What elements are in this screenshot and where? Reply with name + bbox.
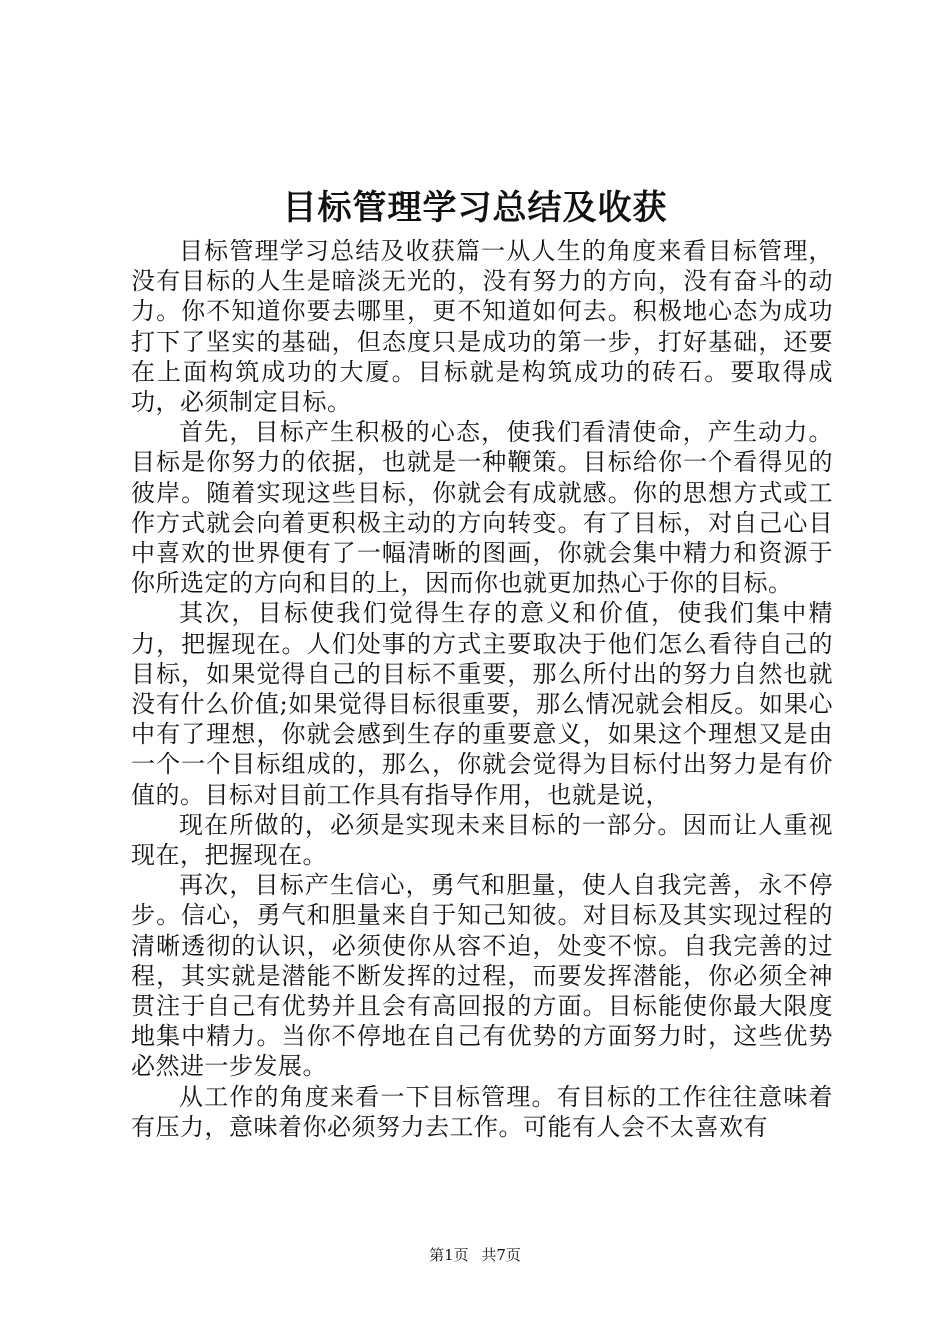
paragraph: 目标管理学习总结及收获篇一从人生的角度来看目标管理，没有目标的人生是暗淡无光的，没有努力的方向，没有奋斗的动力。你不知道你要去哪里，更不知道如何去。积极地心态为成功打下了坚实的基础，但态度只是成功的第一步，打好基础，还要在上面构筑成功的大厦。目标就是构筑成功的砖石。要取得成功，必须制定目标。 <box>131 237 833 417</box>
paragraph: 其次，目标使我们觉得生存的意义和价值，使我们集中精力，把握现在。人们处事的方式主要取决于他们怎么看待自己的目标，如果觉得自己的目标不重要，那么所付出的努力自然也就没有什么价值;如果觉得目标很重要，那么情况就会相反。如果心中有了理想，你就会感到生存的重要意义，如果这个理想又是由一个一个目标组成的，那么，你就会觉得为目标付出努力是有价值的。目标对目前工作具有指导作用，也就是说， <box>131 599 833 809</box>
page-footer <box>0 1244 950 1266</box>
paragraph: 从工作的角度来看一下目标管理。有目标的工作往往意味着有压力，意味着你必须努力去工作。可能有人会不太喜欢有 <box>131 1082 833 1141</box>
document-body <box>131 236 833 1142</box>
paragraph: 再次，目标产生信心，勇气和胆量，使人自我完善，永不停步。信心，勇气和胆量来自于知己知彼。对目标及其实现过程的清晰透彻的认识，必须使你从容不迫，处变不惊。自我完善的过程，其实就是潜能不断发挥的过程，而要发挥潜能，你必须全神贯注于自己有优势并且会有高回报的方面。目标能使你最大限度地集中精力。当你不停地在自己有优势的方面努力时，这些优势必然进一步发展。 <box>131 871 833 1081</box>
paragraph: 首先，目标产生积极的心态，使我们看清使命，产生动力。目标是你努力的依据，也就是一种鞭策。目标给你一个看得见的彼岸。随着实现这些目标，你就会有成就感。你的思想方式或工作方式就会向着更积极主动的方向转变。有了目标，对自己心目中喜欢的世界便有了一幅清晰的图画，你就会集中精力和资源于你所选定的方向和目的上，因而你也就更加热心于你的目标。 <box>131 418 833 598</box>
document-title: 目标管理学习总结及收获 <box>282 188 668 228</box>
page-total: 共7页 <box>481 1246 521 1264</box>
paragraph: 现在所做的，必须是实现未来目标的一部分。因而让人重视现在，把握现在。 <box>131 810 833 870</box>
page-number: 第1页 <box>429 1246 469 1264</box>
